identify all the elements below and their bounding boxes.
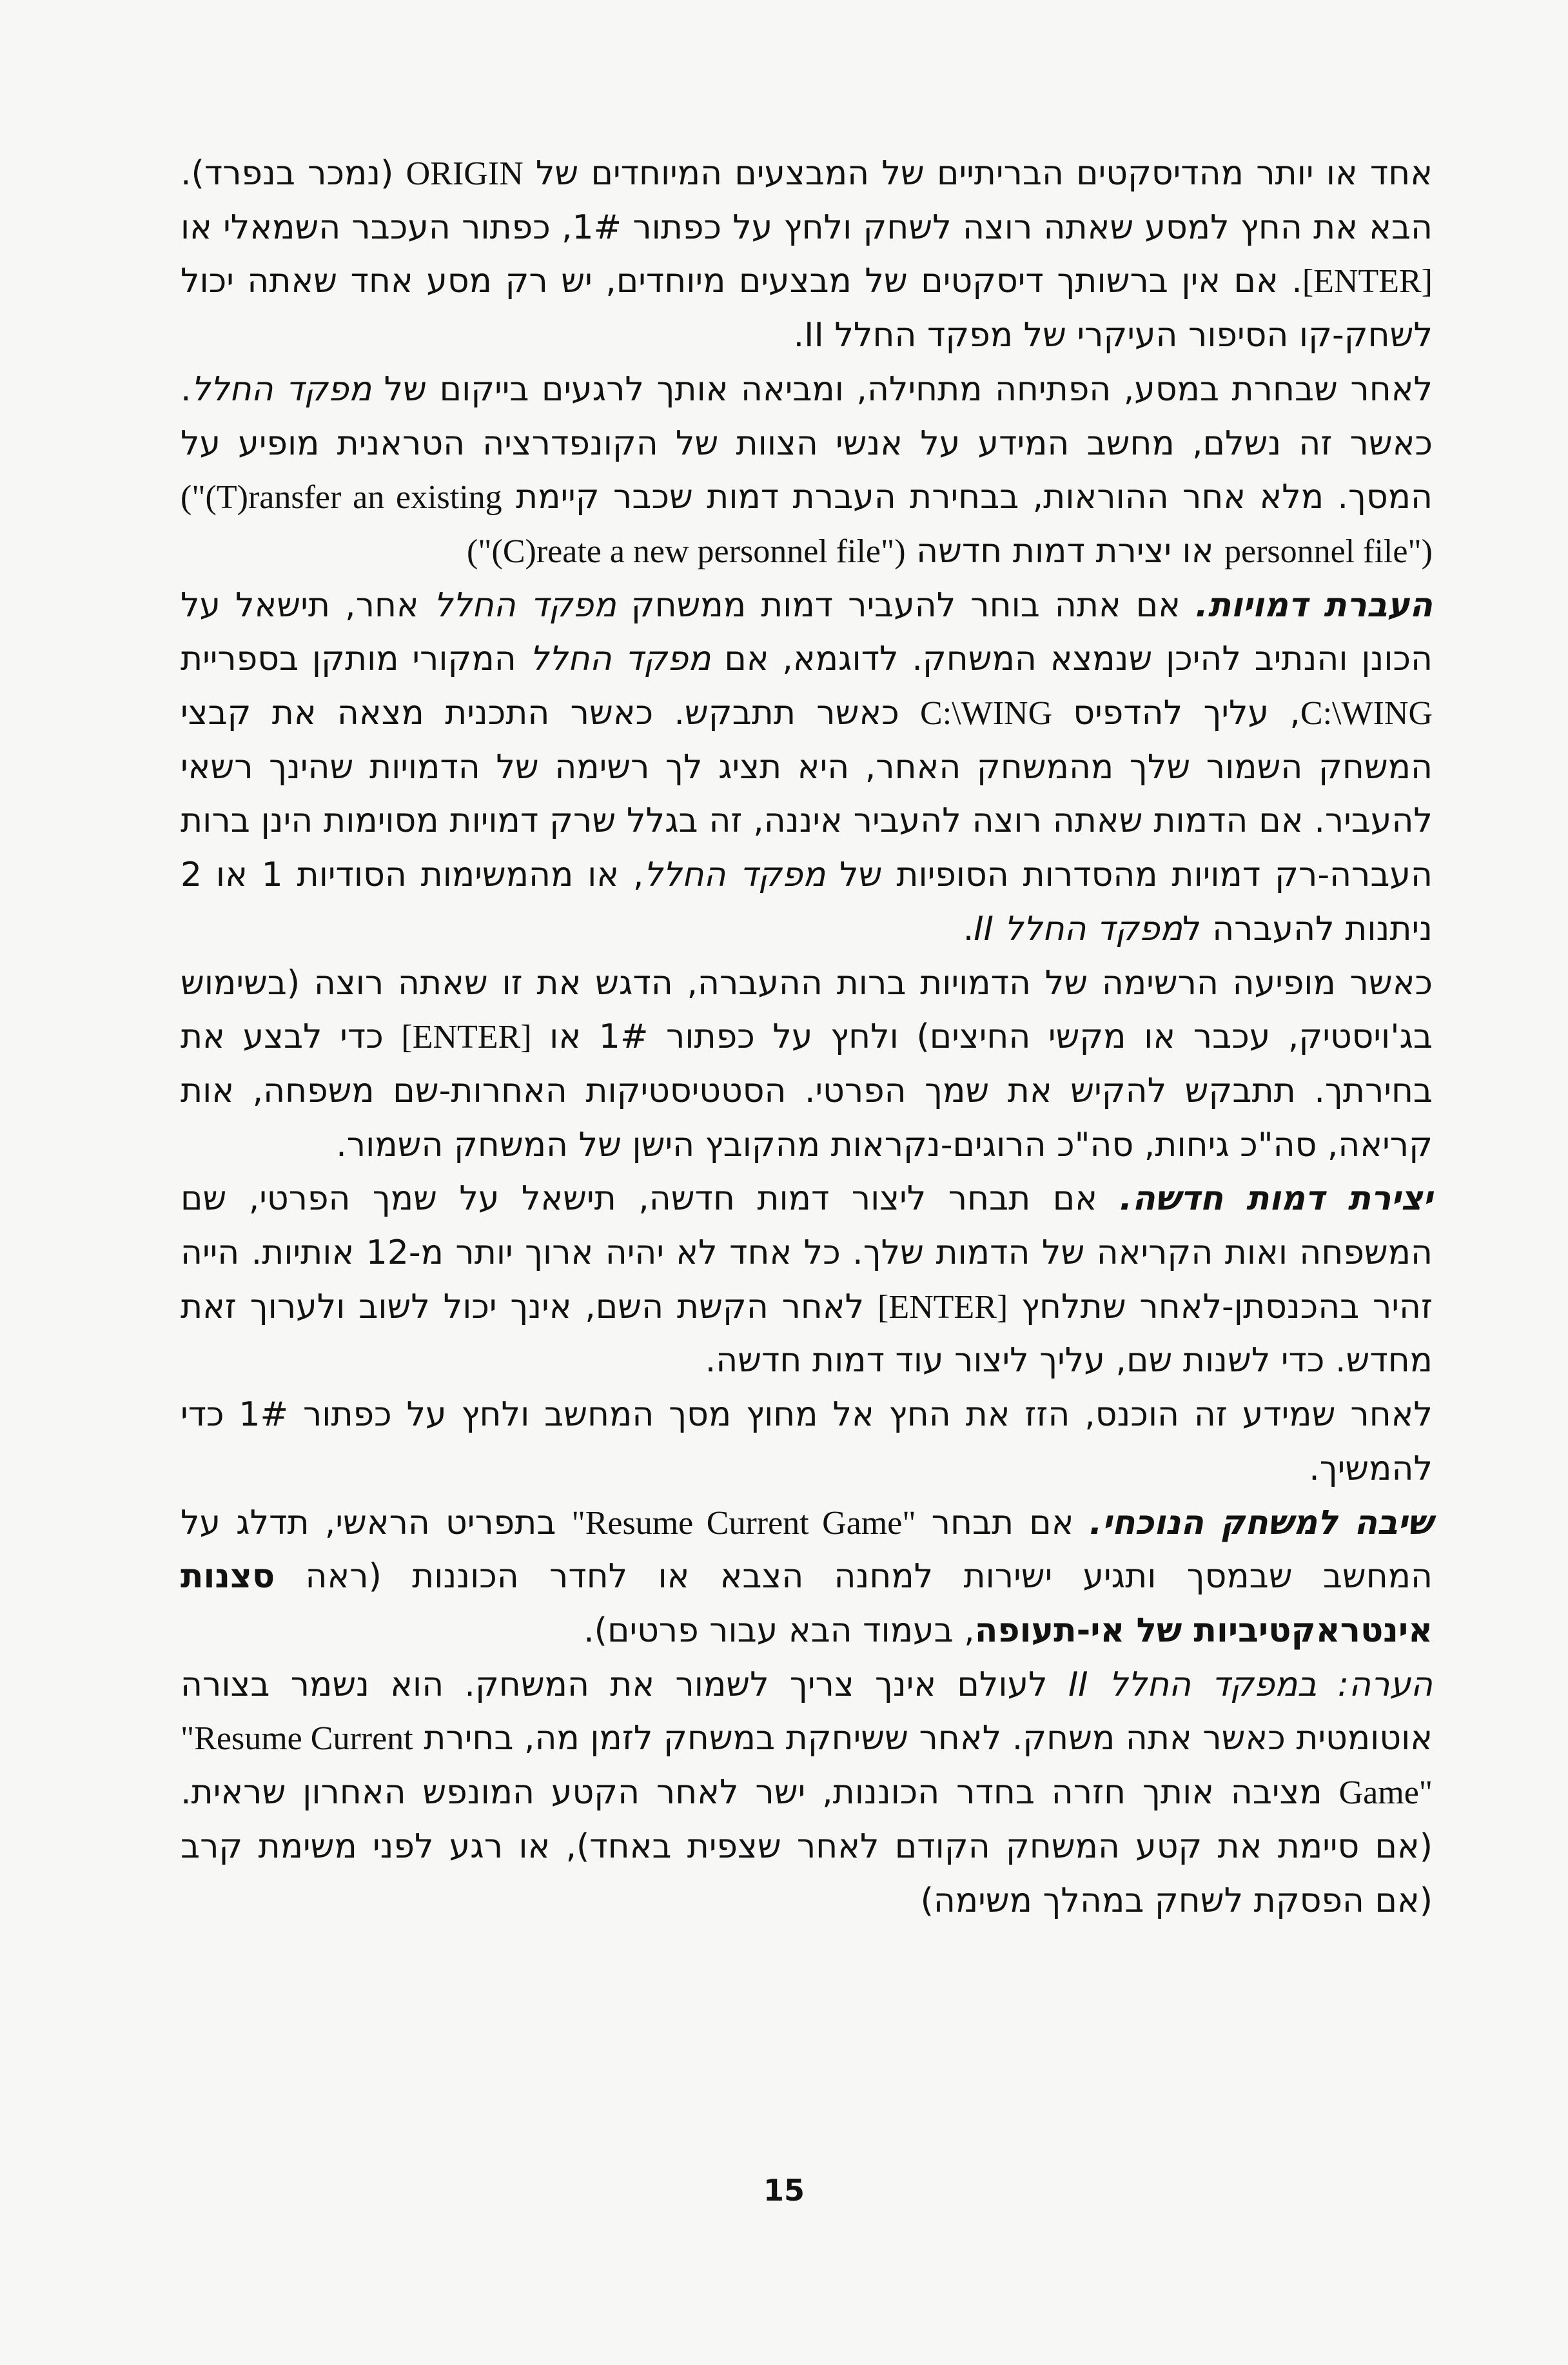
paragraph-transfer-list: כאשר מופיעה הרשימה של הדמויות ברות ההעברה, הדגש את זו שאתה רוצה (בשימוש בג'ויסטיק, עכבר או מקשי החיצים) ולחץ על כפתור 1# או [ENTER] כדי לבצע את בחירתך. תתבקש להקיש את שמך הפרטי. הסטטיסטיקות האחרות-שם משפחה, אות קריאה, סה"כ גיחות, סה"כ הרוגים-נקראות מהקובץ הישן של המשחק השמור.	[181, 963, 1433, 1164]
game-title: מפקד החלל	[191, 369, 372, 409]
paragraph-create: יצירת דמות חדשה. אם תבחר ליצור דמות חדשה, תישאל על שמך הפרטי, שם המשפחה ואות הקריאה של הדמות שלך. כל אחד לא יהיה ארוך יותר מ-12 אותיות. הייה זהיר בהכנסתן-לאחר שתלחץ [ENTER] לאחר הקשת השם, אינך יכול לשוב ולערוך זאת מחדש. כדי לשנות שם, עליך ליצור עוד דמות חדשה.	[181, 1179, 1433, 1380]
page-number: 15	[763, 2173, 805, 2208]
paragraph-origin: אחד או יותר מהדיסקטים הבריתיים של המבצעים המיוחדים של ORIGIN (נמכר בנפרד). הבא את החץ למסע שאתה רוצה לשחק ולחץ על כפתור 1#, כפתור העכבר השמאלי או [ENTER]. אם אין ברשותך דיסקטים של מבצעים מיוחדים, יש רק מסע אחד שאתה יכול לשחק-קו הסיפור העיקרי של מפקד החלל II.	[181, 154, 1433, 355]
resume-option: "Resume Current Game"	[181, 1720, 1433, 1812]
directory-path: C:\WING	[1300, 695, 1433, 732]
game-title: מפקד החלל	[529, 640, 711, 679]
game-title: מפקד החלל	[433, 585, 616, 625]
enter-key: [ENTER]	[877, 1288, 1008, 1326]
section-reference: סצנות אינטראקטיביות של אי-תעופה	[181, 1557, 1433, 1650]
create-option: ("(C)reate a new personnel file")	[466, 533, 906, 570]
resume-option: "Resume Current Game"	[571, 1504, 916, 1542]
paragraph-resume: שיבה למשחק הנוכחי. אם תבחר "Resume Current Game" בתפריט הראשי, תדלג על המחשב שבמסך ותגיע ישירות למחנה הצבא או לחדר הכוננות (ראה סצנות אינטראקטיביות של אי-תעופה, בעמוד הבא עבור פרטים).	[181, 1503, 1433, 1650]
paragraph-intro: לאחר שבחרת במסע, הפתיחה מתחילה, ומביאה אותך לרגעים בייקום של מפקד החלל. כאשר זה נשלם, מחשב המידע על אנשי הצוות של הקונפדרציה הטראנית מופיע על המסך. מלא אחר ההוראות, בבחירת העברת דמות שכבר קיימת ("(T)ransfer an existing personnel file") או יצירת דמות חדשה ("(C)reate a new personnel file")	[181, 369, 1433, 571]
body-text	[181, 147, 1433, 1928]
directory-path: C:\WING	[920, 695, 1053, 732]
note-label: הערה: במפקד החלל II	[1068, 1665, 1433, 1704]
game-title: מפקד החלל II	[974, 909, 1183, 948]
heading-transfer: העברת דמויות.	[1195, 585, 1433, 625]
game-title: מפקד החלל	[643, 856, 826, 895]
paragraph-note: הערה: במפקד החלל II לעולם אינך צריך לשמור את המשחק. הוא נשמר בצורה אוטומטית כאשר אתה משחק. לאחר ששיחקת במשחק לזמן מה, בחירת "Resume Current Game" מציבה אותך חזרה בחדר הכוננות, ישר לאחר הקטע המונפש האחרון שראית. (אם סיימת את קטע המשחק הקודם לאחר שצפית באחד), או רגע לפני משימת קרב (אם הפסקת לשחק במהלך משימה)	[181, 1665, 1433, 1920]
paragraph-transfer: העברת דמויות. אם אתה בוחר להעביר דמות ממשחק מפקד החלל אחר, תישאל על הכונן והנתיב להיכן שנמצא המשחק. לדוגמא, אם מפקד החלל המקורי מותקן בספריית C:\WING, עליך להדפיס C:\WING כאשר תתבקש. כאשר התכנית מצאה את קבצי המשחק השמור שלך מהמשחק האחר, היא תציג לך רשימה של הדמויות שהינך רשאי להעביר. אם הדמות שאתה רוצה להעביר איננה, זה בגלל שרק דמויות מסוימות הינן ברות העברה-רק דמויות מהסדרות הסופיות של מפקד החלל, או מהמשימות הסודיות 1 או 2 ניתנות להעברה למפקד החלל II.	[181, 585, 1433, 948]
transfer-option: ("(T)ransfer an existing personnel file")	[181, 479, 1433, 570]
heading-resume: שיבה למשחק הנוכחי.	[1089, 1503, 1433, 1542]
enter-key: [ENTER]	[1302, 263, 1433, 300]
enter-key: [ENTER]	[401, 1019, 532, 1056]
paragraph-continue: לאחר שמידע זה הוכנס, הזז את החץ אל מחוץ מסך המחשב ולחץ על כפתור 1# כדי להמשיך.	[181, 1395, 1433, 1488]
origin-label: ORIGIN	[406, 155, 524, 192]
heading-create: יצירת דמות חדשה.	[1119, 1179, 1433, 1219]
